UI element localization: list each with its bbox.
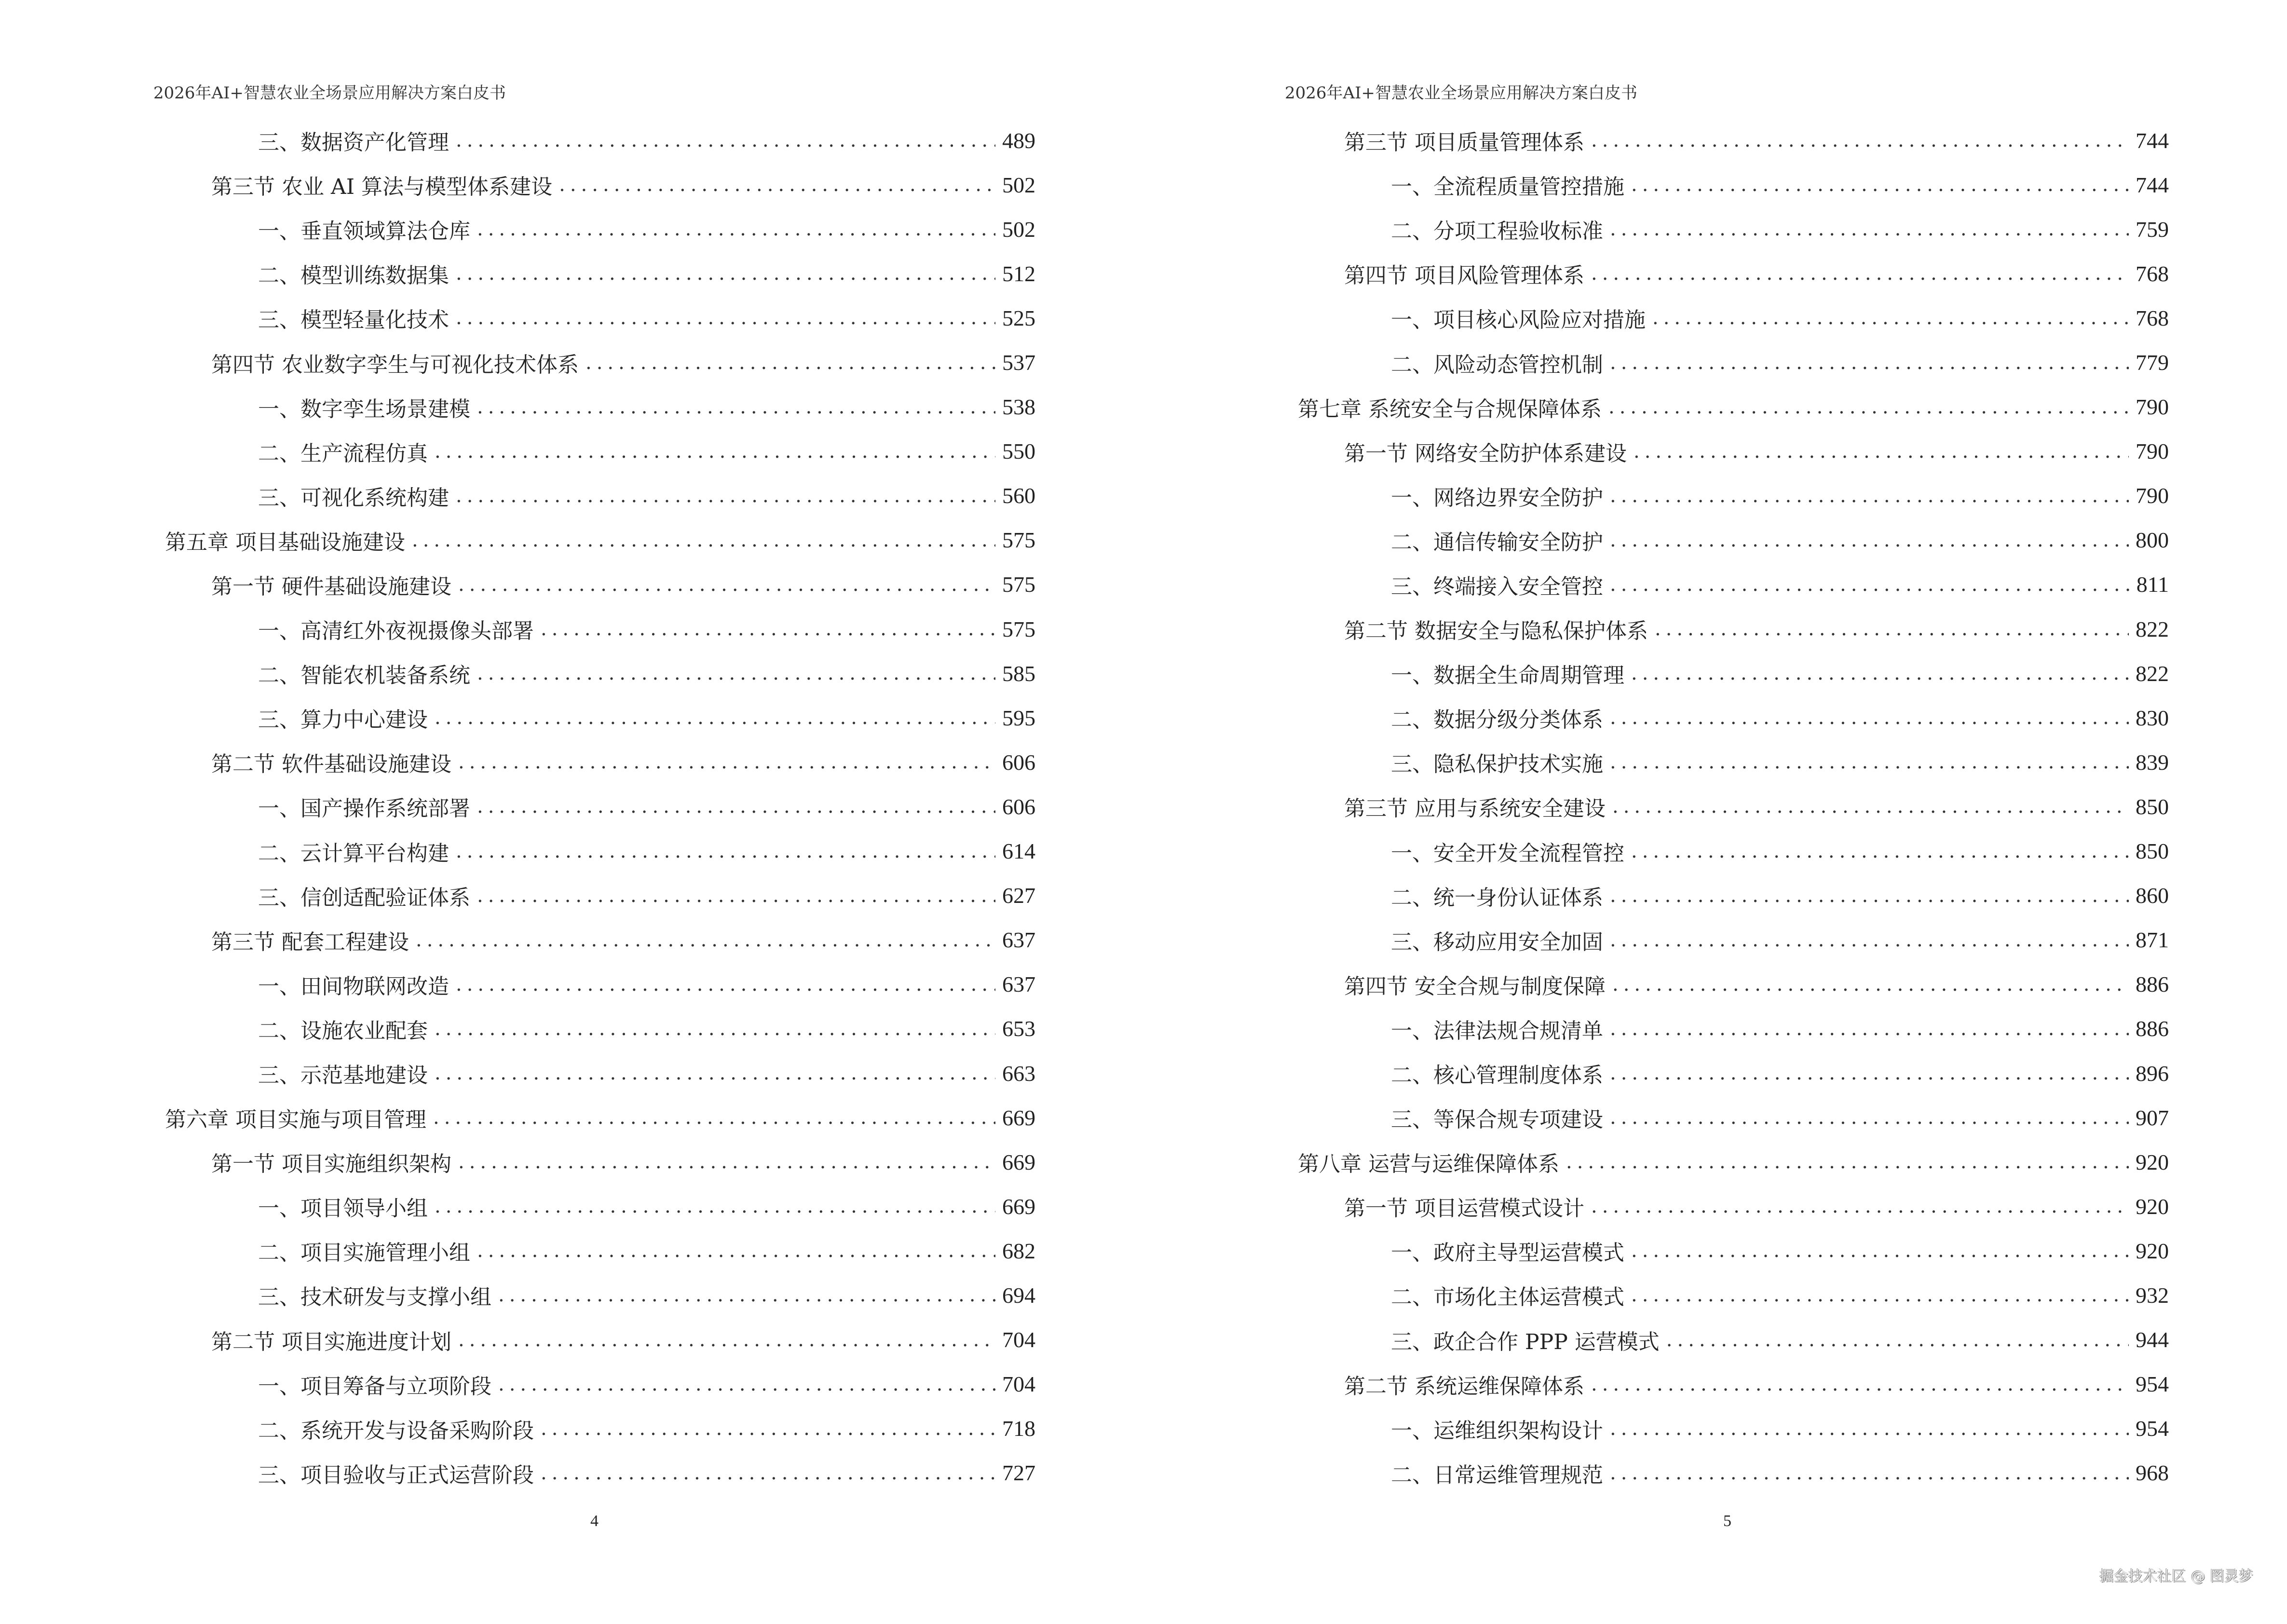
- leader-dots: [412, 529, 995, 551]
- toc-entry-page: 538: [1002, 395, 1035, 420]
- toc-entry-title: 第一节 项目运营模式设计: [1344, 1196, 1584, 1221]
- toc-entry[interactable]: [165, 474, 1035, 518]
- leader-dots: [1610, 1418, 2129, 1440]
- leader-dots: [1610, 1062, 2129, 1084]
- toc-entry-page: 768: [2136, 305, 2169, 330]
- toc-entry-page: 502: [1002, 217, 1035, 242]
- toc-entry-page: 550: [1002, 439, 1035, 464]
- toc-entry-title: 一、法律法规合规清单: [1391, 1018, 1603, 1043]
- toc-entry-page: 790: [2136, 439, 2169, 464]
- toc-entry-title: 第一节 硬件基础设施建设: [211, 574, 451, 599]
- toc-entry-page: 896: [2136, 1061, 2169, 1086]
- toc-entry-page: 637: [1002, 928, 1035, 953]
- toc-entry[interactable]: [165, 1362, 1035, 1406]
- leader-dots: [1666, 1329, 2129, 1351]
- toc-entry[interactable]: [165, 1184, 1035, 1228]
- toc-entry[interactable]: [165, 1007, 1035, 1051]
- toc-entry-title: 二、模型训练数据集: [258, 263, 449, 288]
- toc-entry-title: 第四节 安全合规与制度保障: [1344, 974, 1606, 999]
- toc-entry-page: 907: [2136, 1105, 2169, 1130]
- leader-dots: [458, 751, 995, 773]
- toc-entry-title: 第四节 农业数字孪生与可视化技术体系: [211, 352, 579, 377]
- toc-entry-page: 779: [2136, 350, 2169, 375]
- toc-entry-title: 第一节 网络安全防护体系建设: [1344, 441, 1627, 466]
- leader-dots: [456, 840, 995, 862]
- toc-entry-title: 二、云计算平台构建: [258, 841, 449, 866]
- toc-entry-title: 第八章 运营与运维保障体系: [1298, 1152, 1559, 1177]
- toc-entry-title: 第二节 系统运维保障体系: [1344, 1374, 1584, 1399]
- toc-entry[interactable]: [165, 651, 1035, 696]
- toc-entry-title: 一、政府主导型运营模式: [1391, 1241, 1624, 1266]
- leader-dots: [1610, 573, 2130, 596]
- toc-entry-page: 704: [1002, 1372, 1035, 1397]
- leader-dots: [1631, 662, 2129, 684]
- leader-dots: [559, 174, 995, 196]
- toc-entry[interactable]: [1298, 429, 2169, 474]
- toc-entry[interactable]: [1298, 474, 2169, 518]
- toc-entry-page: 537: [1002, 350, 1035, 375]
- leader-dots: [435, 440, 995, 463]
- toc-entry-title: 二、生产流程仿真: [258, 441, 428, 466]
- leader-dots: [456, 485, 995, 507]
- toc-entry[interactable]: [1298, 562, 2169, 607]
- toc-list: [1298, 118, 2169, 1495]
- toc-entry-page: 920: [2136, 1149, 2169, 1174]
- toc-entry-title: 第二节 项目实施进度计划: [211, 1329, 451, 1354]
- toc-entry-title: 第七章 系统安全与合规保障体系: [1298, 396, 1602, 422]
- leader-dots: [1566, 1151, 2129, 1173]
- toc-entry-page: 502: [1002, 172, 1035, 197]
- toc-entry[interactable]: [1298, 873, 2169, 918]
- toc-entry-title: 第三节 农业 AI 算法与模型体系建设: [211, 175, 553, 200]
- toc-entry-title: 第二节 数据安全与隐私保护体系: [1344, 619, 1648, 644]
- leader-dots: [477, 1240, 995, 1262]
- leader-dots: [1610, 707, 2129, 729]
- toc-entry-page: 768: [2136, 261, 2169, 286]
- leader-dots: [1631, 174, 2129, 196]
- toc-entry[interactable]: [1298, 1451, 2169, 1495]
- leader-dots: [1591, 262, 2129, 285]
- toc-entry-title: 三、技术研发与支撑小组: [258, 1285, 491, 1310]
- toc-entry-page: 850: [2136, 794, 2169, 819]
- leader-dots: [1610, 529, 2129, 551]
- toc-entry[interactable]: [165, 696, 1035, 740]
- toc-entry-page: 968: [2136, 1460, 2169, 1486]
- toc-entry[interactable]: [1298, 1273, 2169, 1317]
- toc-entry[interactable]: [1298, 1318, 2169, 1362]
- toc-entry[interactable]: [1298, 385, 2169, 429]
- toc-page-right: [1144, 0, 2287, 1624]
- toc-entry-page: 944: [2136, 1327, 2169, 1352]
- leader-dots: [541, 1462, 995, 1484]
- toc-entry-page: 560: [1002, 483, 1035, 508]
- toc-entry-title: 二、分项工程验收标准: [1391, 219, 1603, 244]
- leader-dots: [456, 262, 995, 285]
- leader-dots: [456, 307, 995, 329]
- leader-dots: [1591, 1195, 2129, 1217]
- leader-dots: [1612, 973, 2129, 996]
- toc-entry-title: 一、项目筹备与立项阶段: [258, 1374, 491, 1399]
- leader-dots: [477, 885, 995, 907]
- toc-entry-page: 627: [1002, 883, 1035, 908]
- leader-dots: [435, 1062, 995, 1084]
- toc-entry-page: 759: [2136, 217, 2169, 242]
- toc-entry-title: 第一节 项目实施组织架构: [211, 1152, 451, 1177]
- toc-entry[interactable]: [165, 118, 1035, 163]
- toc-entry[interactable]: [1298, 340, 2169, 384]
- toc-entry[interactable]: [1298, 696, 2169, 740]
- leader-dots: [433, 1106, 995, 1129]
- toc-entry-title: 三、数据资产化管理: [258, 130, 449, 155]
- toc-entry-page: 920: [2136, 1238, 2169, 1263]
- toc-entry[interactable]: [165, 918, 1035, 962]
- toc-entry-page: 886: [2136, 972, 2169, 997]
- toc-entry[interactable]: [165, 429, 1035, 474]
- toc-entry-page: 811: [2136, 572, 2169, 597]
- toc-entry[interactable]: [165, 873, 1035, 918]
- toc-entry-title: 三、项目验收与正式运营阶段: [258, 1462, 534, 1488]
- toc-entry-page: 790: [2136, 483, 2169, 508]
- toc-entry-title: 二、设施农业配套: [258, 1018, 428, 1043]
- toc-entry-page: 727: [1002, 1460, 1035, 1486]
- toc-entry-title: 一、运维组织架构设计: [1391, 1418, 1603, 1443]
- toc-entry-page: 653: [1002, 1016, 1035, 1041]
- toc-entry-page: 800: [2136, 528, 2169, 553]
- toc-entry[interactable]: [1298, 784, 2169, 829]
- toc-entry[interactable]: [165, 207, 1035, 251]
- toc-entry-page: 669: [1002, 1105, 1035, 1130]
- toc-entry-title: 三、算力中心建设: [258, 708, 428, 733]
- toc-entry[interactable]: [1298, 651, 2169, 696]
- toc-entry-page: 886: [2136, 1016, 2169, 1041]
- toc-entry-page: 606: [1002, 750, 1035, 775]
- toc-entry-page: 871: [2136, 928, 2169, 953]
- toc-entry[interactable]: [165, 607, 1035, 651]
- toc-entry-page: 839: [2136, 750, 2169, 775]
- toc-entry[interactable]: [165, 562, 1035, 607]
- toc-entry-page: 585: [1002, 661, 1035, 686]
- toc-entry[interactable]: [165, 340, 1035, 384]
- toc-entry-title: 一、全流程质量管控措施: [1391, 175, 1624, 200]
- toc-entry[interactable]: [165, 251, 1035, 296]
- leader-dots: [585, 352, 995, 374]
- toc-entry-title: 第五章 项目基础设施建设: [165, 530, 405, 555]
- toc-entry-page: 860: [2136, 883, 2169, 908]
- toc-entry-page: 669: [1002, 1194, 1035, 1219]
- leader-dots: [1610, 1106, 2129, 1129]
- leader-dots: [1591, 1373, 2129, 1395]
- page-number: 5: [1723, 1512, 1731, 1530]
- toc-entry[interactable]: [165, 829, 1035, 873]
- leader-dots: [456, 973, 995, 996]
- leader-dots: [477, 218, 995, 240]
- leader-dots: [1610, 1018, 2129, 1040]
- leader-dots: [541, 1418, 995, 1440]
- toc-entry-title: 二、统一身份认证体系: [1391, 885, 1603, 910]
- toc-entry[interactable]: [165, 1406, 1035, 1451]
- toc-entry-title: 二、系统开发与设备采购阶段: [258, 1418, 534, 1443]
- toc-entry[interactable]: [1298, 251, 2169, 296]
- toc-entry-title: 二、风险动态管控机制: [1391, 352, 1603, 377]
- toc-entry-title: 二、日常运维管理规范: [1391, 1462, 1603, 1488]
- leader-dots: [541, 618, 995, 640]
- toc-entry-page: 575: [1002, 528, 1035, 553]
- toc-entry[interactable]: [1298, 1362, 2169, 1406]
- toc-entry[interactable]: [165, 163, 1035, 207]
- toc-entry[interactable]: [1298, 1140, 2169, 1184]
- leader-dots: [1610, 929, 2129, 951]
- leader-dots: [1610, 751, 2129, 773]
- toc-entry[interactable]: [165, 1451, 1035, 1495]
- toc-entry-page: 822: [2136, 661, 2169, 686]
- toc-entry-page: 830: [2136, 705, 2169, 730]
- toc-entry-title: 第四节 项目风险管理体系: [1344, 263, 1584, 288]
- toc-entry-title: 一、田间物联网改造: [258, 974, 449, 999]
- toc-entry-page: 669: [1002, 1149, 1035, 1174]
- leader-dots: [458, 573, 995, 596]
- leader-dots: [1610, 218, 2129, 240]
- toc-entry-title: 第六章 项目实施与项目管理: [165, 1107, 426, 1133]
- toc-entry-page: 489: [1002, 128, 1035, 153]
- toc-entry-page: 525: [1002, 305, 1035, 330]
- leader-dots: [1631, 840, 2129, 862]
- toc-entry[interactable]: [165, 385, 1035, 429]
- toc-entry[interactable]: [1298, 163, 2169, 207]
- toc-entry-title: 二、通信传输安全防护: [1391, 530, 1603, 555]
- toc-entry-page: 954: [2136, 1372, 2169, 1397]
- toc-entry[interactable]: [1298, 296, 2169, 340]
- toc-entry-page: 920: [2136, 1194, 2169, 1219]
- toc-entry-title: 三、隐私保护技术实施: [1391, 752, 1603, 777]
- toc-entry-title: 二、数据分级分类体系: [1391, 708, 1603, 733]
- leader-dots: [477, 662, 995, 684]
- leader-dots: [1631, 1240, 2129, 1262]
- toc-entry-title: 二、智能农机装备系统: [258, 663, 470, 688]
- leader-dots: [1655, 618, 2129, 640]
- toc-entry[interactable]: [1298, 1406, 2169, 1451]
- leader-dots: [458, 1329, 995, 1351]
- toc-entry-page: 595: [1002, 705, 1035, 730]
- toc-entry-page: 682: [1002, 1238, 1035, 1263]
- toc-entry-title: 一、项目领导小组: [258, 1196, 428, 1221]
- toc-entry-page: 744: [2136, 172, 2169, 197]
- toc-entry-page: 575: [1002, 616, 1035, 641]
- leader-dots: [1631, 1284, 2129, 1306]
- toc-entry-page: 790: [2136, 395, 2169, 420]
- toc-entry[interactable]: [1298, 962, 2169, 1007]
- toc-entry[interactable]: [1298, 1007, 2169, 1051]
- toc-entry-page: 822: [2136, 616, 2169, 641]
- toc-entry[interactable]: [165, 296, 1035, 340]
- toc-entry[interactable]: [1298, 1051, 2169, 1095]
- leader-dots: [477, 396, 995, 418]
- toc-entry-page: 606: [1002, 794, 1035, 819]
- toc-entry-title: 第三节 应用与系统安全建设: [1344, 796, 1606, 821]
- toc-entry-title: 三、移动应用安全加固: [1391, 929, 1603, 955]
- toc-entry-page: 512: [1002, 261, 1035, 286]
- toc-entry-title: 一、国产操作系统部署: [258, 796, 470, 821]
- leader-dots: [458, 1151, 995, 1173]
- toc-entry-page: 718: [1002, 1416, 1035, 1441]
- toc-entry-title: 二、核心管理制度体系: [1391, 1063, 1603, 1088]
- toc-entry[interactable]: [1298, 740, 2169, 784]
- toc-entry-title: 一、项目核心风险应对措施: [1391, 308, 1646, 333]
- toc-entry-title: 三、示范基地建设: [258, 1063, 428, 1088]
- toc-list: [165, 118, 1035, 1495]
- toc-entry-title: 二、市场化主体运营模式: [1391, 1285, 1624, 1310]
- toc-entry-page: 704: [1002, 1327, 1035, 1352]
- leader-dots: [1610, 485, 2129, 507]
- toc-entry-page: 575: [1002, 572, 1035, 597]
- toc-entry-title: 三、政企合作 PPP 运营模式: [1391, 1329, 1660, 1354]
- leader-dots: [477, 795, 995, 818]
- toc-entry-title: 一、网络边界安全防护: [1391, 485, 1603, 510]
- leader-dots: [1610, 352, 2129, 374]
- toc-entry-title: 第二节 软件基础设施建设: [211, 752, 451, 777]
- leader-dots: [435, 1195, 995, 1217]
- toc-entry-title: 三、模型轻量化技术: [258, 308, 449, 333]
- toc-entry-title: 三、可视化系统构建: [258, 485, 449, 510]
- toc-entry[interactable]: [165, 1095, 1035, 1140]
- leader-dots: [456, 129, 995, 151]
- toc-entry[interactable]: [1298, 518, 2169, 562]
- toc-entry-page: 694: [1002, 1283, 1035, 1308]
- leader-dots: [435, 1018, 995, 1040]
- running-header: 2026年AI+智慧农业全场景应用解决方案白皮书: [1285, 83, 1637, 103]
- leader-dots: [435, 707, 995, 729]
- toc-entry-title: 一、安全开发全流程管控: [1391, 841, 1624, 866]
- toc-entry-page: 850: [2136, 839, 2169, 864]
- toc-entry[interactable]: [1298, 1095, 2169, 1140]
- leader-dots: [1634, 440, 2129, 463]
- leader-dots: [1591, 129, 2129, 151]
- toc-entry[interactable]: [1298, 207, 2169, 251]
- leader-dots: [498, 1284, 995, 1306]
- toc-entry-title: 一、垂直领域算法仓库: [258, 219, 470, 244]
- toc-entry[interactable]: [1298, 829, 2169, 873]
- toc-entry[interactable]: [1298, 1228, 2169, 1273]
- leader-dots: [1612, 795, 2129, 818]
- toc-entry[interactable]: [165, 962, 1035, 1007]
- toc-entry[interactable]: [165, 1228, 1035, 1273]
- toc-entry-page: 744: [2136, 128, 2169, 153]
- watermark: 掘金技术社区 @ 图灵梦: [2099, 1568, 2253, 1585]
- toc-entry-title: 三、信创适配验证体系: [258, 885, 470, 910]
- toc-entry-page: 954: [2136, 1416, 2169, 1441]
- toc-entry[interactable]: [165, 1273, 1035, 1317]
- toc-entry-title: 第三节 项目质量管理体系: [1344, 130, 1584, 155]
- toc-entry[interactable]: [1298, 918, 2169, 962]
- toc-entry-title: 三、等保合规专项建设: [1391, 1107, 1603, 1133]
- leader-dots: [1610, 885, 2129, 907]
- toc-entry-title: 第三节 配套工程建设: [211, 929, 409, 955]
- toc-entry[interactable]: [165, 784, 1035, 829]
- toc-entry[interactable]: [165, 1140, 1035, 1184]
- toc-entry-title: 一、数据全生命周期管理: [1391, 663, 1624, 688]
- toc-entry[interactable]: [165, 1051, 1035, 1095]
- toc-entry-page: 663: [1002, 1061, 1035, 1086]
- leader-dots: [416, 929, 995, 951]
- toc-entry-page: 637: [1002, 972, 1035, 997]
- leader-dots: [498, 1373, 995, 1395]
- leader-dots: [1652, 307, 2129, 329]
- page-number: 4: [590, 1512, 599, 1530]
- toc-entry-title: 三、终端接入安全管控: [1391, 574, 1603, 599]
- toc-entry[interactable]: [1298, 118, 2169, 163]
- toc-entry[interactable]: [165, 1318, 1035, 1362]
- toc-entry-title: 一、高清红外夜视摄像头部署: [258, 619, 534, 644]
- toc-entry-title: 二、项目实施管理小组: [258, 1241, 470, 1266]
- leader-dots: [1610, 1462, 2129, 1484]
- toc-entry[interactable]: [1298, 1184, 2169, 1228]
- toc-entry-page: 932: [2136, 1283, 2169, 1308]
- running-header: 2026年AI+智慧农业全场景应用解决方案白皮书: [153, 83, 506, 103]
- leader-dots: [1608, 396, 2129, 418]
- toc-entry[interactable]: [165, 740, 1035, 784]
- toc-entry-title: 一、数字孪生场景建模: [258, 396, 470, 422]
- toc-entry-page: 614: [1002, 839, 1035, 864]
- toc-entry[interactable]: [165, 518, 1035, 562]
- toc-entry[interactable]: [1298, 607, 2169, 651]
